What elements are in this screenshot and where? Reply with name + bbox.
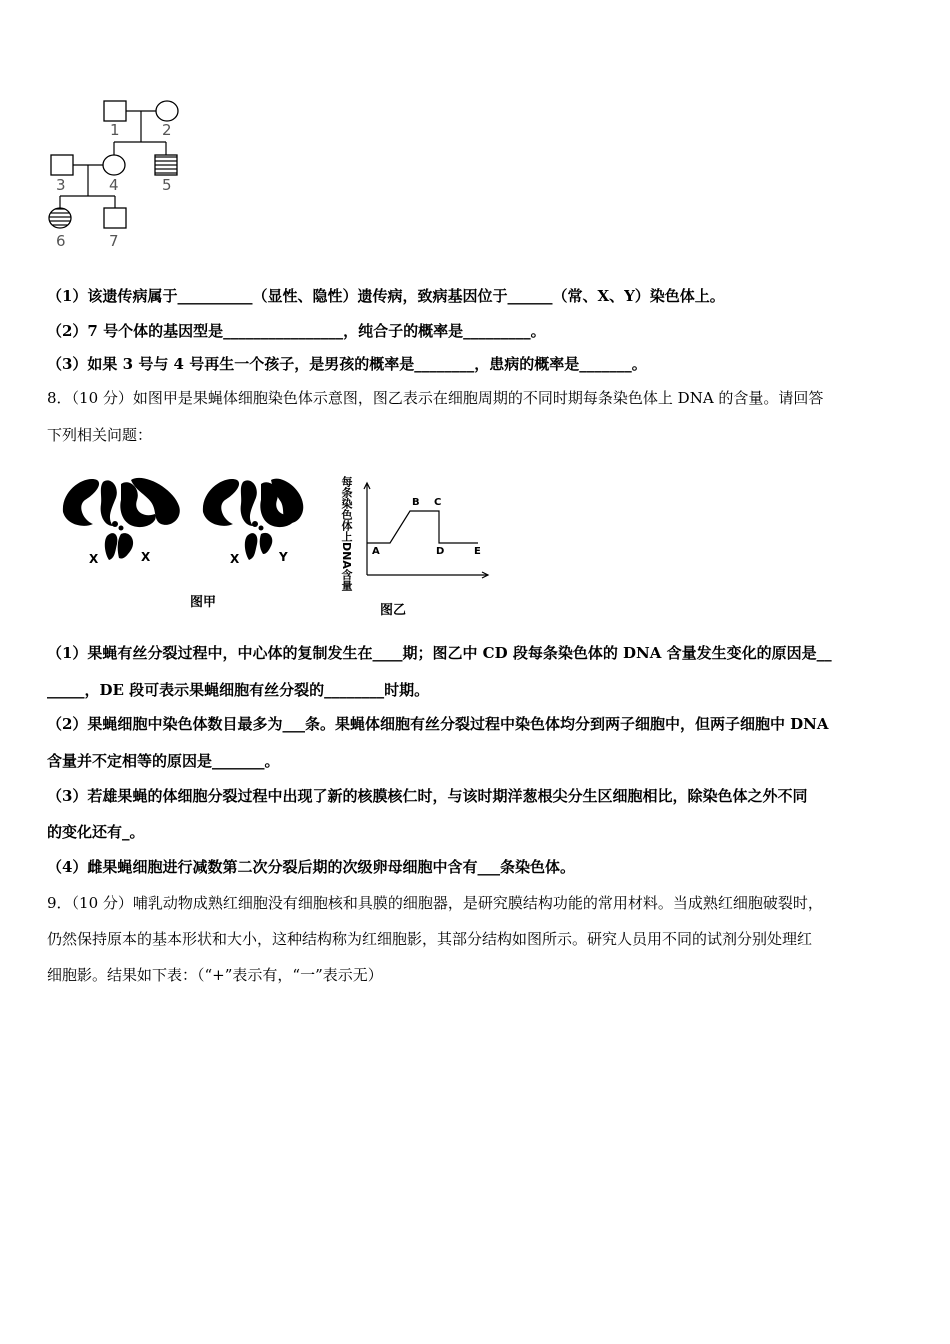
q8-line-3: （2）果蝇细胞中染色体数目最多为___条。果蝇体细胞有丝分裂过程中染色体均分到两子细胞中，但两子细胞中 DNA xyxy=(47,715,829,733)
q9-line-3: 细胞影。结果如下表：（“+”表示有，“一”表示无） xyxy=(47,966,383,984)
chromosome-set-female xyxy=(63,478,180,560)
pedigree-label-7: 7 xyxy=(109,232,119,250)
pedigree-individual-7 xyxy=(104,208,126,228)
q8-line-7: （4）雌果蝇细胞进行减数第二次分裂后期的次级卵母细胞中含有___条染色体。 xyxy=(47,858,575,876)
point-label-c: C xyxy=(434,497,442,508)
q7-line-1: （1）该遗传病属于__________（显性、隐性）遗传病，致病基因位于______（常、X、Y）染色体上。 xyxy=(47,287,725,305)
dna-content-curve xyxy=(367,511,478,543)
pedigree-label-1: 1 xyxy=(110,121,120,139)
pedigree-individual-5 xyxy=(155,155,177,175)
pedigree-individual-3 xyxy=(51,155,73,175)
pedigree-individual-6 xyxy=(49,208,71,228)
chromosome-label-x1: X xyxy=(89,552,99,566)
pedigree-individual-4 xyxy=(103,155,125,175)
q8-line-4: 含量并不定相等的原因是_______。 xyxy=(47,752,280,770)
pedigree-label-5: 5 xyxy=(162,176,172,194)
figure-yi-caption: 图乙 xyxy=(380,603,407,618)
q8-line-5: （3）若雄果蝇的体细胞分裂过程中出现了新的核膜核仁时，与该时期洋葱根尖分生区细胞相比，除染色体之外不同 xyxy=(47,787,808,805)
q9-line-2: 仍然保持原本的基本形状和大小，这种结构称为红细胞影，其部分结构如图所示。研究人员用不同的试剂分别处理红 xyxy=(47,930,813,948)
figure-yi-graph xyxy=(355,475,495,585)
chromosome-set-male xyxy=(203,479,303,560)
figure-yi-ylabel: 每条染色体上DNA含量 xyxy=(340,476,353,591)
q9-line-1: 9．（10 分）哺乳动物成熟红细胞没有细胞核和具膜的细胞器，是研究膜结构功能的常用材料。当成熟红细胞破裂时， xyxy=(47,894,823,912)
pedigree-individual-1 xyxy=(104,101,126,121)
q8-stem-line-1: 8．（10 分）如图甲是果蝇体细胞染色体示意图，图乙表示在细胞周期的不同时期每条染色体上 DNA 的含量。请回答 xyxy=(47,389,824,407)
point-label-d: D xyxy=(436,546,445,557)
pedigree-label-3: 3 xyxy=(56,176,66,194)
pedigree-label-2: 2 xyxy=(162,121,172,139)
q8-stem-line-2: 下列相关问题： xyxy=(47,426,153,444)
point-label-b: B xyxy=(412,497,420,508)
chromosome-label-y: Y xyxy=(279,550,288,564)
q8-line-6: 的变化还有_。 xyxy=(47,823,145,841)
point-label-e: E xyxy=(474,546,481,557)
figure-jia-caption: 图甲 xyxy=(190,595,217,610)
q7-line-2: （2）7 号个体的基因型是________________，纯合子的概率是_________。 xyxy=(47,322,546,340)
chromosome-label-x2: X xyxy=(141,550,151,564)
pedigree-label-4: 4 xyxy=(109,176,119,194)
pedigree-individual-2 xyxy=(156,101,178,121)
pedigree-label-6: 6 xyxy=(56,232,66,250)
pedigree-chart xyxy=(40,95,200,255)
q7-line-3: （3）如果 3 号与 4 号再生一个孩子，是男孩的概率是________，患病的概率是_______。 xyxy=(47,355,647,373)
chromosome-label-x3: X xyxy=(230,552,240,566)
q8-line-2: _____，DE 段可表示果蝇细胞有丝分裂的________时期。 xyxy=(47,681,430,699)
point-label-a: A xyxy=(372,546,380,557)
q8-line-1: （1）果蝇有丝分裂过程中，中心体的复制发生在____期；图乙中 CD 段每条染色体的 DNA 含量发生变化的原因是__ xyxy=(47,644,832,662)
